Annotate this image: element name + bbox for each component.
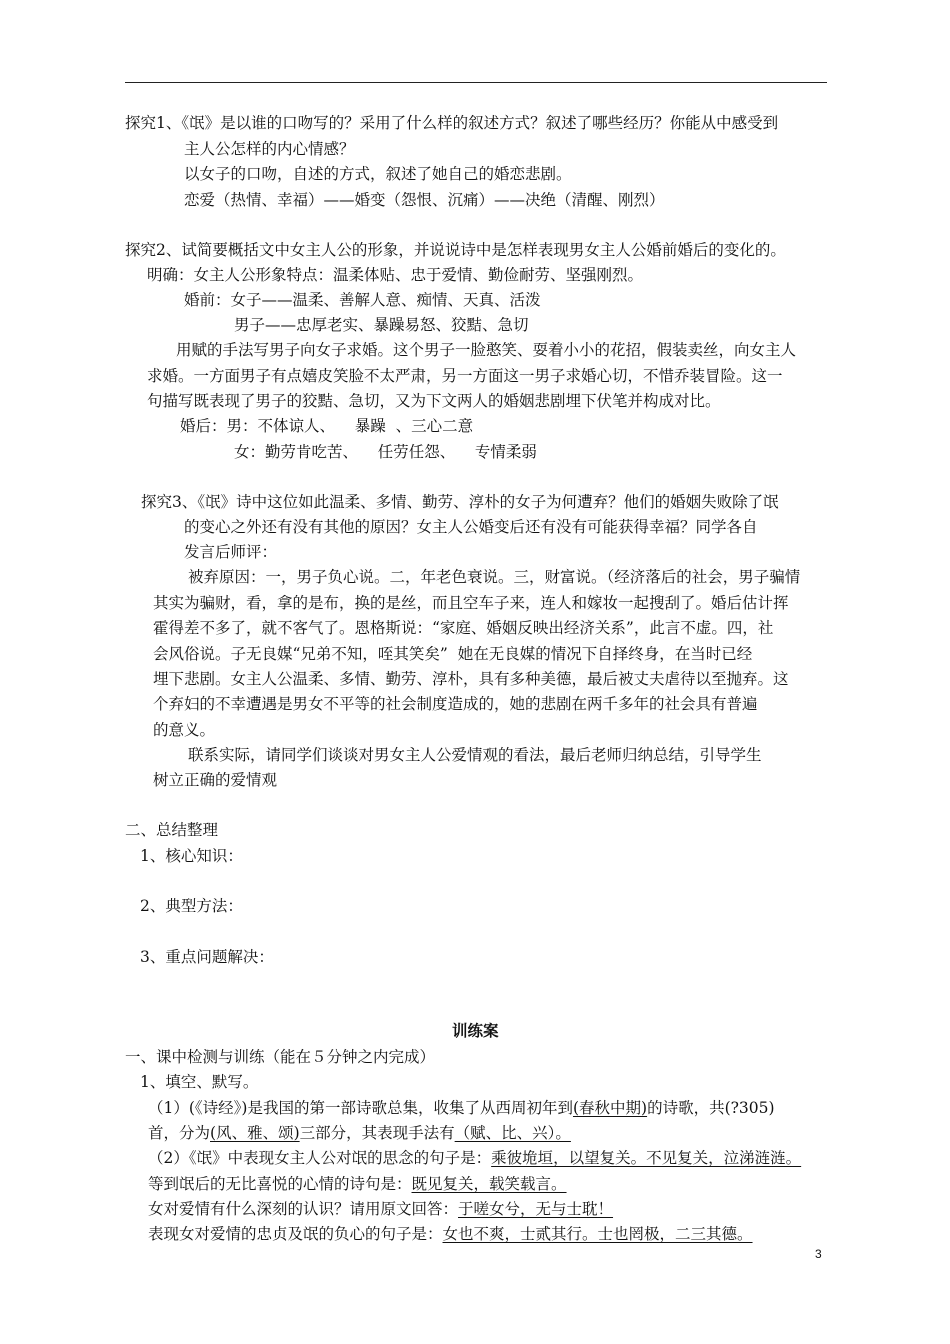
summary-heading: 二、总结整理 [125,821,219,839]
question2-line [148,1148,801,1168]
inquiry2-paragraph-line1: 用赋的手法写男子向女子求婚。这个男子一脸憨笑、耍着小小的花招，假装卖丝，向女主人 [176,341,797,359]
question1-answer-period: (春秋中期) [572,1099,648,1117]
question1-answer-parts: (风、雅、颂) [210,1124,300,1142]
inquiry2-paragraph-line3: 句描写既表现了男子的狡黠、急切，又为下文两人的婚姻悲剧埋下伏笔并构成对比。 [147,392,721,410]
inquiry3-paragraph-line2: 其实为骗财，看，拿的是布，换的是丝，而且空车子来，连人和嫁妆一起搜刮了。婚后估计挥 [153,594,789,612]
question3-line [148,1174,567,1194]
question1-line2 [148,1123,571,1143]
inquiry3-question-line1: 探究3、《氓》诗中这位如此温柔、多情、勤劳、淳朴的女子为何遭弃？他们的婚姻失败除了氓 [141,493,779,511]
question1-text-d: 首，分为 [148,1124,211,1142]
inquiry3-paragraph-line7: 的意义。 [153,721,216,739]
page-number: 3 [815,1247,822,1261]
inquiry1-answer-line2: 恋爱（热情、幸福）——婚变（怨恨、沉痛）——决绝（清醒、刚烈） [184,191,665,209]
question4-text: 女对爱情有什么深刻的认识？请用原文回答： [148,1200,459,1218]
question2-text: （2）《氓》中表现女主人公对氓的思念的句子是： [148,1149,492,1167]
inquiry3-question-line2: 的变心之外还有没有其他的原因？女主人公婚变后还有没有可能获得幸福？同学各自 [184,518,758,536]
inquiry2-before-female: 婚前：女子——温柔、善解人意、痴情、天真、活泼 [184,291,541,309]
inquiry1-question-line1: 探究1、《氓》是以谁的口吻写的？采用了什么样的叙述方式？叙述了哪些经历？你能从中感受到 [125,114,779,132]
inquiry3-reflection-line2: 树立正确的爱情观 [153,771,278,789]
question1-text-f: 三部分，其表现手法有 [299,1124,455,1142]
inquiry1-question-line2: 主人公怎样的内心情感？ [184,140,355,158]
question1-text-a: （1）(《诗经》)是我国的第一部诗歌总集，收集了从西周初年到 [148,1099,573,1117]
inquiry3-paragraph-line5: 埋下悲剧。女主人公温柔、多情、勤劳、淳朴，具有多种美德，最后被丈夫虐待以至抛弃。这 [153,670,789,688]
summary-core-knowledge: 1、核心知识： [140,847,243,865]
inquiry1-answer-line1: 以女子的口吻，自述的方式，叙述了她自己的婚恋悲剧。 [184,165,572,183]
training-title: 训练案 [452,1022,499,1040]
inquiry2-before-male: 男子——忠厚老实、暴躁易怒、狡黠、急切 [234,316,529,334]
inquiry2-question: 探究2、试简要概括文中女主人公的形象，并说说诗中是怎样表现男女主人公婚前婚后的变化的。 [125,241,786,259]
question5-line [148,1224,753,1244]
inquiry2-paragraph-line2: 求婚。一方面男子有点嬉皮笑脸不太严肃，另一方面这一男子求婚心切，不惜乔装冒险。这一 [147,367,783,385]
question5-text: 表现女对爱情的忠贞及氓的负心的句子是： [148,1225,443,1243]
inquiry3-reflection-line1: 联系实际，请同学们谈谈对男女主人公爱情观的看法，最后老师归纳总结，引导学生 [188,746,762,764]
inquiry3-paragraph-line1: 被弃原因：一，男子负心说。二，年老色衰说。三，财富说。（经济落后的社会，男子骗情 [188,568,801,586]
header-rule [125,82,827,83]
training-section-heading: 一、课中检测与训练（能在５分钟之内完成） [125,1048,436,1066]
inquiry3-paragraph-line3: 霍得差不多了，就不客气了。恩格斯说：“家庭、婚姻反映出经济关系”，此言不虚。四，社 [153,619,774,637]
question3-text: 等到氓后的无比喜悦的心情的诗句是： [148,1175,412,1193]
training-subheading: 1、填空、默写。 [140,1073,259,1091]
inquiry2-clarify: 明确：女主人公形象特点：温柔体贴、忠于爱情、勤俭耐劳、坚强刚烈。 [147,266,644,284]
inquiry3-question-line3: 发言后师评： [184,543,278,561]
question1-answer-techniques: （赋、比、兴）。 [454,1124,571,1142]
question2-answer: 乘彼垝垣，以望复关。不见复关，泣涕涟涟。 [491,1149,802,1167]
question1-text-c: 的诗歌，共(?305) [647,1099,775,1117]
inquiry2-after-female: 女：勤劳肯吃苦、 任劳任怨、 专情柔弱 [234,443,537,461]
inquiry2-after-male: 婚后：男：不体谅人、 暴躁 、三心二意 [180,417,474,435]
question3-answer: 既见复关，载笑载言。 [411,1175,567,1193]
summary-key-problem: 3、重点问题解决： [140,948,274,966]
summary-typical-method: 2、典型方法： [140,897,243,915]
question4-line [148,1199,613,1219]
question4-answer: 于嗟女兮，无与士耽！ [458,1200,614,1218]
question5-answer: 女也不爽，士贰其行。士也罔极，二三其德。 [442,1225,753,1243]
inquiry3-paragraph-line4: 会风俗说。子无良媒“兄弟不知，咥其笑矣” 她在无良媒的情况下自择终身，在当时已经 [153,645,753,663]
question1-line1 [148,1098,775,1118]
inquiry3-paragraph-line6: 个弃妇的不幸遭遇是男女不平等的社会制度造成的，她的悲剧在两千多年的社会具有普遍 [153,695,758,713]
